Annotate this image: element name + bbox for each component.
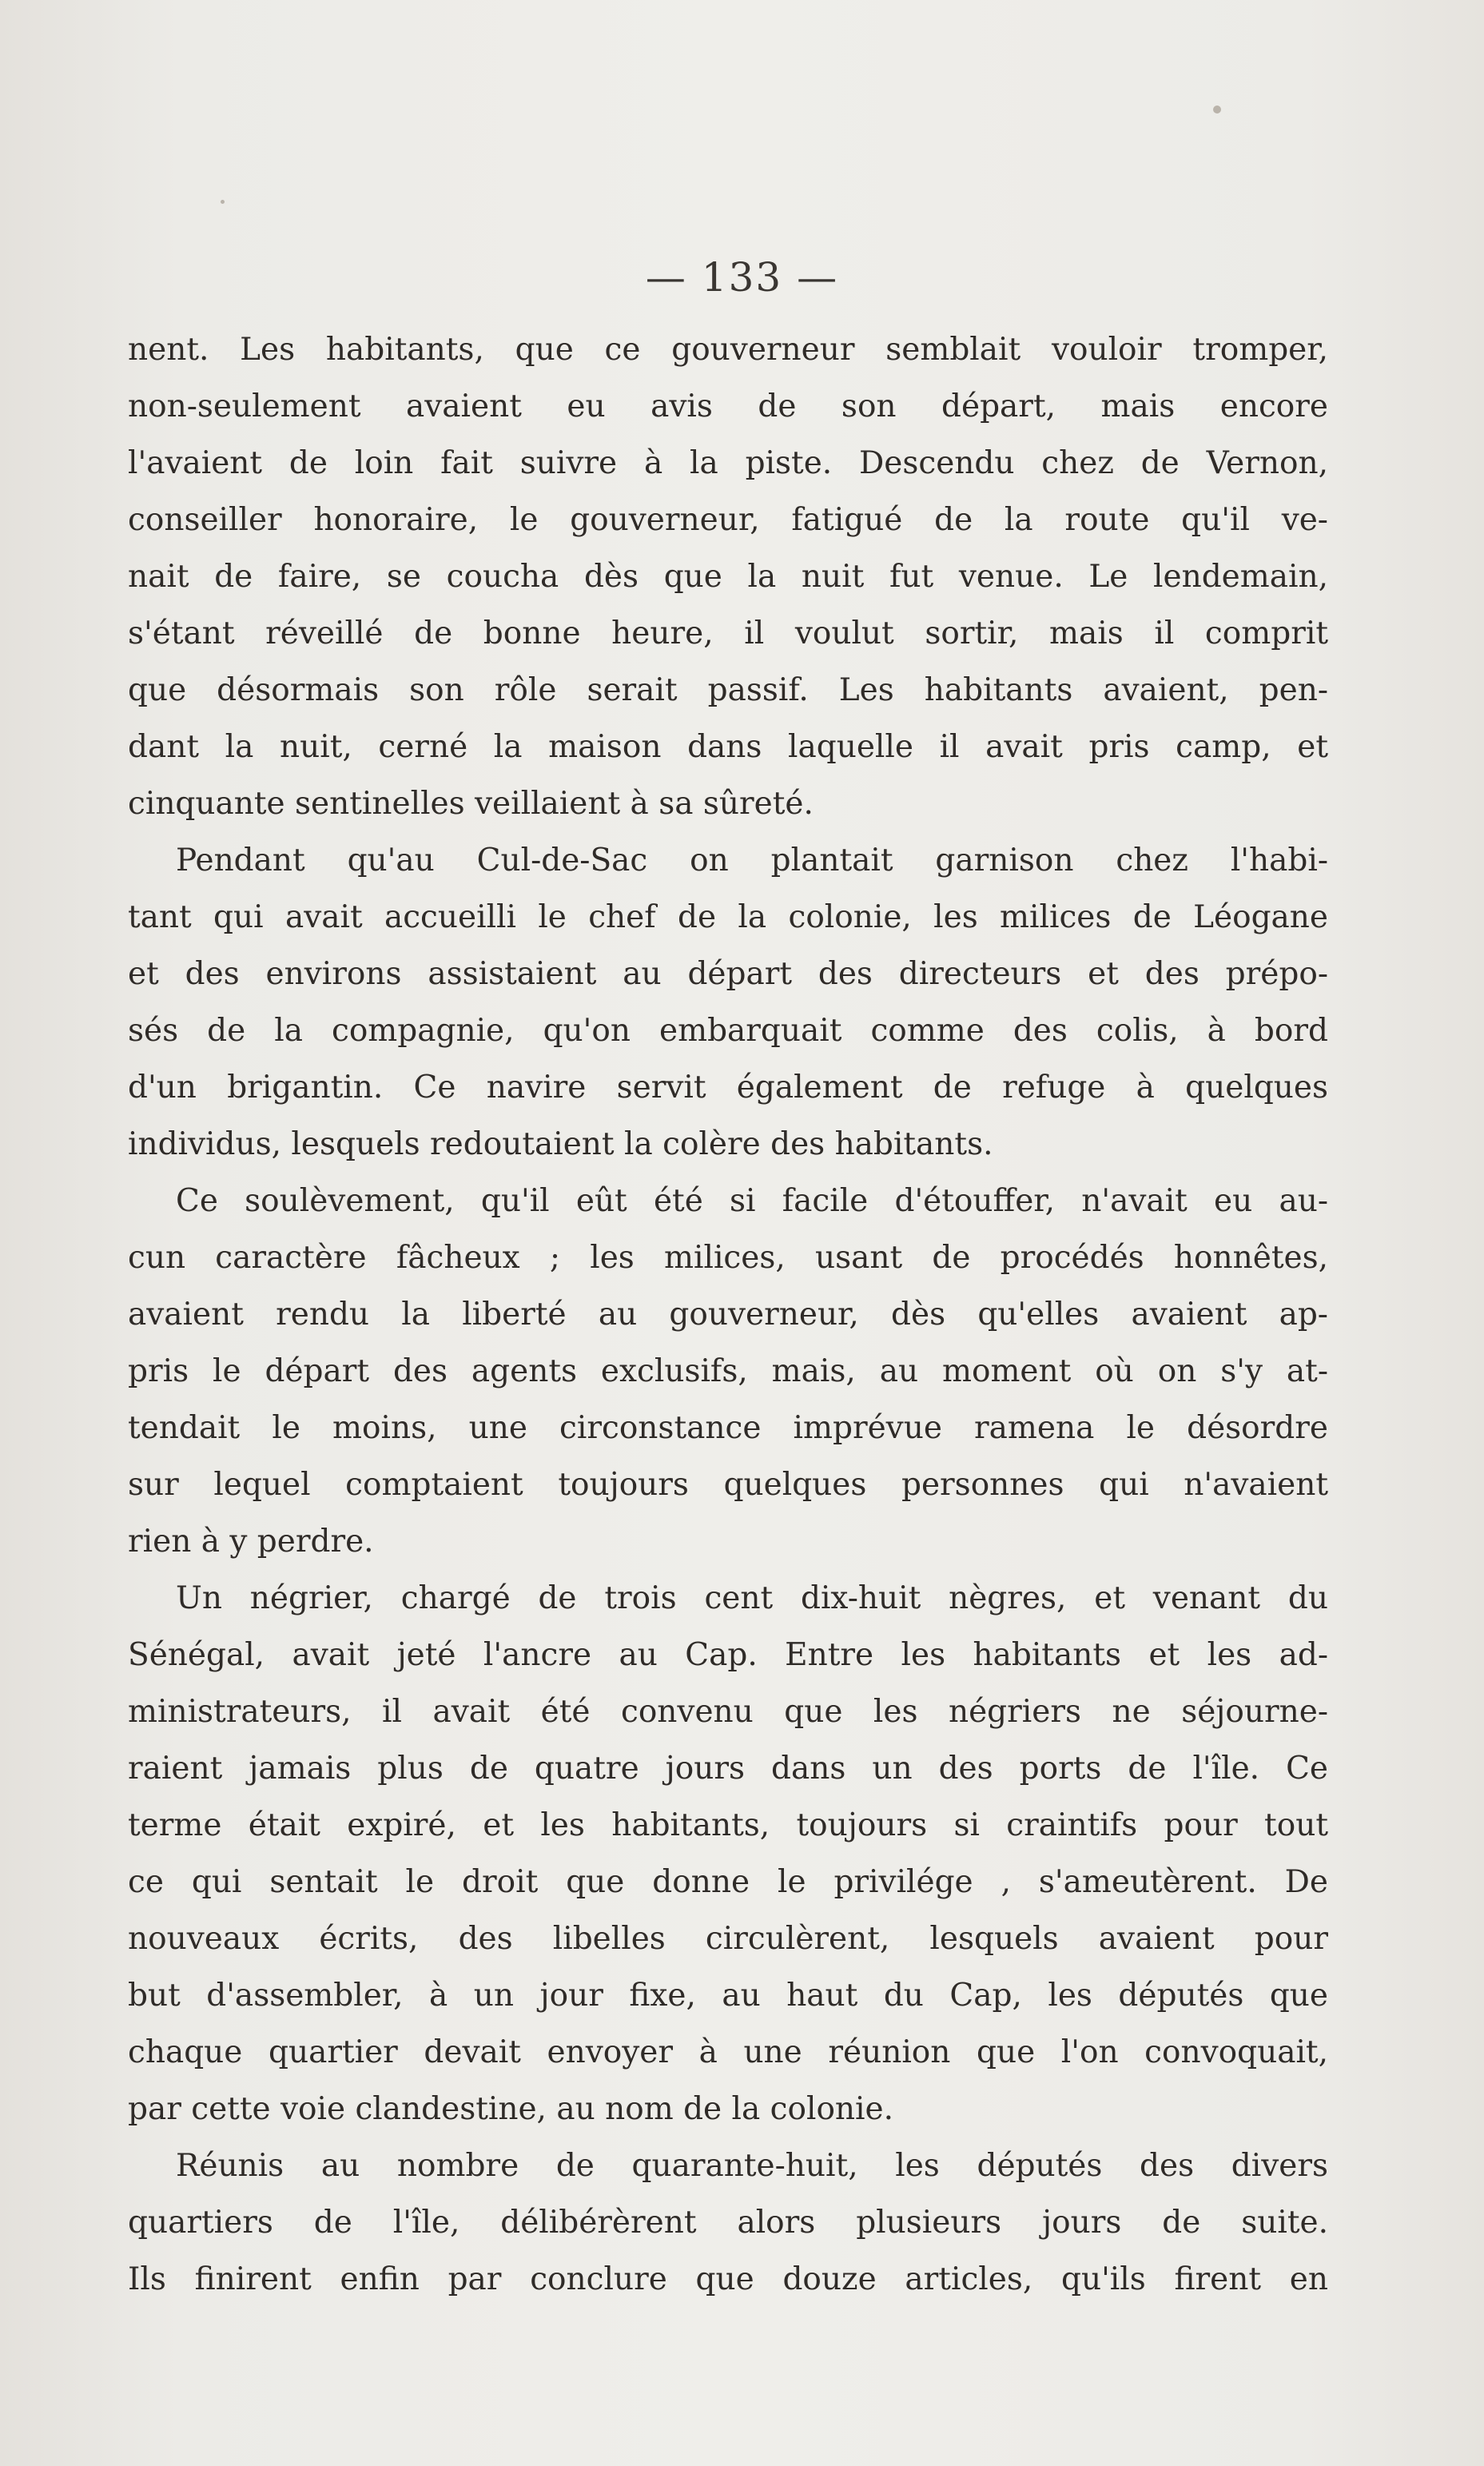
text-line: individus, lesquels redoutaient la colère des habitants.: [128, 1126, 993, 1162]
text-line: cinquante sentinelles veillaient à sa sûreté.: [128, 786, 814, 822]
text-line: pris le départ des agents exclusifs, mais, au moment où on s'y at-: [128, 1353, 1328, 1389]
text-line: par cette voie clandestine, au nom de la colonie.: [128, 2091, 893, 2127]
text-line: cun caractère fâcheux ; les milices, usant de procédés honnêtes,: [128, 1240, 1328, 1276]
text-line: Ce soulèvement, qu'il eût été si facile d'étouffer, n'avait eu au-: [176, 1183, 1328, 1219]
text-line: tendait le moins, une circonstance imprévue ramena le désordre: [128, 1410, 1328, 1446]
text-line: tant qui avait accueilli le chef de la colonie, les milices de Léogane: [128, 899, 1328, 935]
text-line: nouveaux écrits, des libelles circulèrent, lesquels avaient pour: [128, 1921, 1328, 1957]
text-line: nent. Les habitants, que ce gouverneur semblait vouloir tromper,: [128, 332, 1328, 368]
text-line: Un négrier, chargé de trois cent dix-huit nègres, et venant du: [176, 1580, 1328, 1616]
body-text: [128, 321, 1328, 2308]
text-line: s'étant réveillé de bonne heure, il voulut sortir, mais il comprit: [128, 616, 1328, 651]
text-line: Sénégal, avait jeté l'ancre au Cap. Entre les habitants et les ad-: [128, 1637, 1328, 1673]
text-line: et des environs assistaient au départ des directeurs et des prépo-: [128, 956, 1328, 992]
text-line: ce qui sentait le droit que donne le privilége , s'ameutèrent. De: [128, 1864, 1328, 1900]
paper-speck: [221, 200, 225, 204]
text-line: nait de faire, se coucha dès que la nuit fut venue. Le lendemain,: [128, 559, 1328, 595]
text-line: ministrateurs, il avait été convenu que les négriers ne séjourne-: [128, 1694, 1328, 1730]
text-line: but d'assembler, à un jour fixe, au haut du Cap, les députés que: [128, 1978, 1328, 2014]
text-line: sur lequel comptaient toujours quelques personnes qui n'avaient: [128, 1467, 1328, 1503]
text-line: d'un brigantin. Ce navire servit également de refuge à quelques: [128, 1070, 1328, 1106]
text-line: que désormais son rôle serait passif. Les habitants avaient, pen-: [128, 672, 1328, 708]
text-line: Pendant qu'au Cul-de-Sac on plantait garnison chez l'habi-: [176, 843, 1328, 878]
text-line: terme était expiré, et les habitants, toujours si craintifs pour tout: [128, 1807, 1328, 1843]
text-line: l'avaient de loin fait suivre à la piste. Descendu chez de Vernon,: [128, 445, 1328, 481]
text-line: conseiller honoraire, le gouverneur, fatigué de la route qu'il ve-: [128, 502, 1328, 538]
text-line: chaque quartier devait envoyer à une réunion que l'on convoquait,: [128, 2034, 1328, 2070]
text-line: sés de la compagnie, qu'on embarquait comme des colis, à bord: [128, 1013, 1328, 1049]
paper-speck: [1213, 106, 1221, 114]
text-line: Ils finirent enfin par conclure que douze articles, qu'ils firent en: [128, 2261, 1328, 2297]
text-line: rien à y perdre.: [128, 1524, 374, 1560]
text-line: quartiers de l'île, délibérèrent alors plusieurs jours de suite.: [128, 2205, 1328, 2241]
text-line: dant la nuit, cerné la maison dans laquelle il avait pris camp, et: [128, 729, 1328, 765]
page-number: — 133 —: [645, 254, 839, 301]
text-line: Réunis au nombre de quarante-huit, les députés des divers: [176, 2148, 1328, 2184]
text-line: non-seulement avaient eu avis de son départ, mais encore: [128, 388, 1328, 424]
text-line: avaient rendu la liberté au gouverneur, dès qu'elles avaient ap-: [128, 1297, 1328, 1333]
text-line: raient jamais plus de quatre jours dans un des ports de l'île. Ce: [128, 1751, 1328, 1787]
